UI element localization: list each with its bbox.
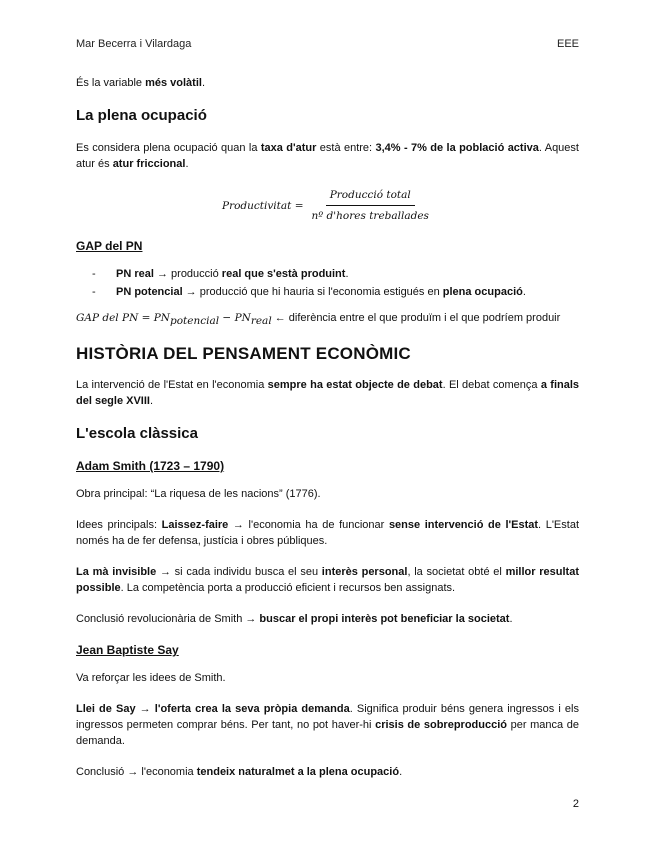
smith-obra-paragraph: Obra principal: “La riquesa de les nacions” (1776).: [76, 488, 321, 501]
header-author: Mar Becerra i Vilardaga: [76, 38, 192, 50]
plena-ocupacio-paragraph: Es considera plena ocupació quan la taxa d'atur està entre: 3,4% - 7% de la població activa. Aquest atur és atur friccional.: [76, 142, 579, 170]
list-item: - PN real → producció real que s'està produint.: [92, 268, 349, 280]
gap-list: [76, 266, 579, 300]
section-title-escola-classica: L'escola clàssica: [76, 425, 198, 443]
smith-ma-invisible-paragraph: La mà invisible → si cada individu busca el seu interès personal, la societat obté el millor resultat possible. La competència porta a producció eficient i recursos ben assignats.: [76, 566, 580, 595]
smith-conclusio-paragraph: Conclusió revolucionària de Smith → buscar el propi interès pot beneficiar la societat.: [76, 613, 513, 626]
section-title-historia: HISTÒRIA DEL PENSAMENT ECONÒMIC: [76, 344, 411, 364]
intro-paragraph: És la variable més volàtil.: [76, 77, 206, 89]
smith-idees-paragraph: Idees principals: Laissez-faire → l'economia ha de funcionar sense intervenció de l'Estat. L'Estat només ha de fer defensa, justícia i obres públiques.: [76, 519, 579, 548]
formula-lhs: Productivitat =: [222, 199, 304, 212]
list-item: - PN potencial → producció que hi hauria si l'economia estigués en plena ocupació.: [92, 286, 526, 298]
historia-paragraph: La intervenció de l'Estat en l'economia sempre ha estat objecte de debat. El debat comença a finals del segle XVIII.: [76, 379, 580, 408]
header-code: EEE: [556, 38, 579, 50]
gap-formula-line: GAP del PN = $PN_{potencial} - PN_{real}$ ← diferència entre el que produïm i el que podríem produir: [76, 312, 561, 328]
say-intro-paragraph: Va reforçar les idees de Smith.: [76, 672, 226, 685]
section-title-jean-baptiste-say: Jean Baptiste Say: [76, 643, 179, 658]
page-content: [76, 75, 579, 795]
page-number: 2: [572, 798, 579, 810]
formula-numerator: Producció total: [326, 187, 415, 206]
formula-denominator: nº d'hores treballades: [311, 210, 429, 222]
section-title-gap: GAP del PN: [76, 239, 143, 253]
section-title-adam-smith: Adam Smith (1723 – 1790): [76, 459, 225, 474]
formula-fraction: [308, 187, 433, 224]
say-conclusio-paragraph: Conclusió → l'economia tendeix naturalmet a la plena ocupació.: [76, 766, 403, 779]
productivitat-formula: [76, 187, 579, 224]
say-llei-paragraph: Llei de Say → l'oferta crea la seva pròpia demanda. Significa produir béns genera ingressos i els ingressos permeten comprar béns. Per tant, no pot haver-hi crisis de sobreproducció per manca de demanda.: [76, 703, 579, 748]
section-title-plena-ocupacio: La plena ocupació: [76, 107, 207, 124]
